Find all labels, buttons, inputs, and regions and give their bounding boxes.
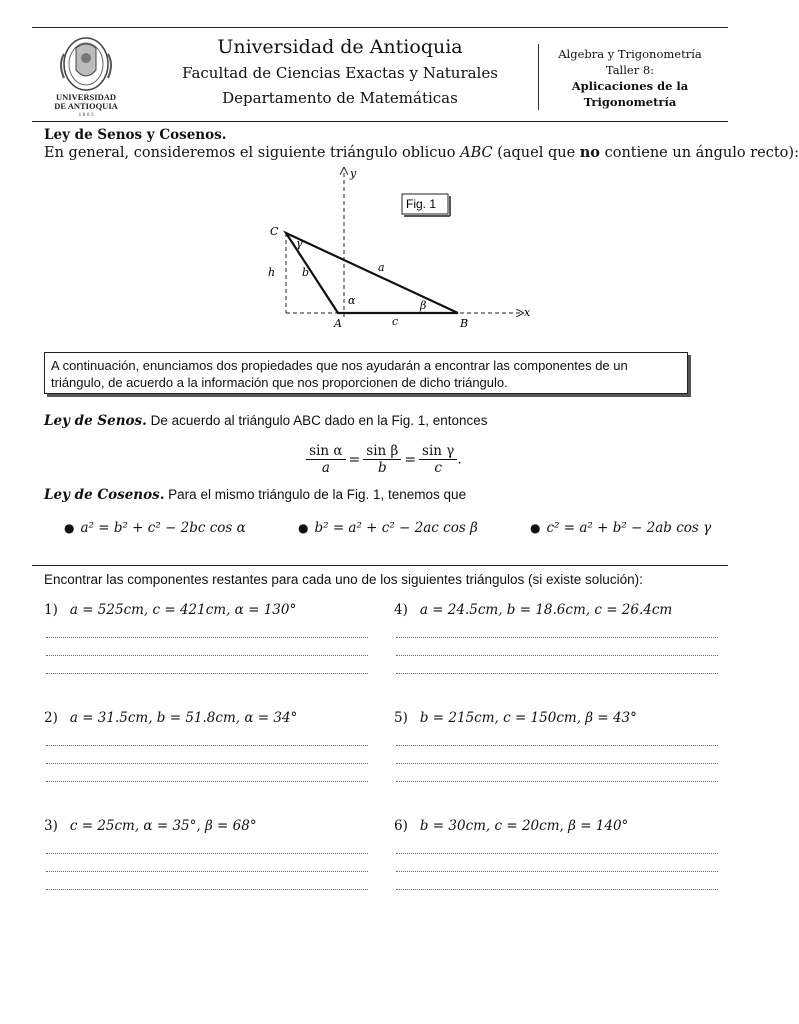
header-rule xyxy=(32,121,728,122)
logo-line-3: 1 8 0 3 xyxy=(78,112,94,118)
university-name: Universidad de Antioquia xyxy=(217,36,463,58)
taller-number: Taller 8: xyxy=(605,63,655,77)
label-a: a xyxy=(378,261,385,274)
university-seal-logo xyxy=(50,34,122,118)
logo-line-2: DE ANTIOQUIA xyxy=(54,101,118,111)
law-of-cosines-name: Ley de Cosenos. xyxy=(44,487,165,503)
answer-line[interactable] xyxy=(46,853,368,854)
answer-line[interactable] xyxy=(396,763,718,764)
answer-line[interactable] xyxy=(46,889,368,890)
triangle-figure xyxy=(250,165,540,335)
topic-line-1: Aplicaciones de la xyxy=(571,79,689,93)
problem-2: 2) a = 31.5cm, b = 51.8cm, α = 34° xyxy=(44,710,298,726)
problem-3: 3) c = 25cm, α = 35°, β = 68° xyxy=(44,818,257,834)
label-gamma: γ xyxy=(296,237,303,250)
cosine-law-a: ● a² = b² + c² − 2bc cos α xyxy=(64,520,246,536)
intro-bold: no xyxy=(579,144,600,161)
answer-line[interactable] xyxy=(396,745,718,746)
section-rule xyxy=(32,565,728,566)
intro-var: ABC xyxy=(460,145,493,161)
label-C: C xyxy=(270,225,279,238)
triangle-abc xyxy=(286,233,458,313)
answer-line[interactable] xyxy=(46,781,368,782)
note-box: A continuación, enunciamos dos propiedades que nos ayudarán a encontrar las componentes de un triángulo, de acuerdo a la información que nos proporcionen de dicho triángulo. xyxy=(44,352,688,394)
answer-line[interactable] xyxy=(396,673,718,674)
exercise-instructions: Encontrar las componentes restantes para cada uno de los siguientes triángulos (si existe solución): xyxy=(44,572,643,587)
answer-line[interactable] xyxy=(396,655,718,656)
cosine-law-b: ● b² = a² + c² − 2ac cos β xyxy=(298,520,478,536)
label-y: y xyxy=(350,167,357,180)
answer-line[interactable] xyxy=(396,781,718,782)
law-of-sines-name: Ley de Senos. xyxy=(44,413,147,429)
law-of-cosines-text: Para el mismo triángulo de la Fig. 1, tenemos que xyxy=(164,487,467,502)
law-of-sines-equation: $\frac{\text{sin α}}{a}$ = $\frac{\text{sin β}}{b}$ = $\frac{\text{sin γ}}{c}$ . xyxy=(0,443,768,476)
law-of-sines-text: De acuerdo al triángulo ABC dado en la Fig. 1, entonces xyxy=(146,413,488,428)
problem-6: 6) b = 30cm, c = 20cm, β = 140° xyxy=(394,818,629,834)
logo-line-1: UNIVERSIDAD xyxy=(56,92,116,102)
fraction-sin-beta: $\frac{\text{sin β}}{b}$ xyxy=(363,443,401,476)
intro-paragraph xyxy=(44,144,799,161)
answer-line[interactable] xyxy=(46,673,368,674)
problem-5: 5) b = 215cm, c = 150cm, β = 43° xyxy=(394,710,637,726)
header-divider xyxy=(538,44,539,110)
faculty-name: Facultad de Ciencias Exactas y Naturales xyxy=(182,64,498,82)
law-of-sines-statement xyxy=(44,413,488,429)
label-alpha: α xyxy=(348,294,356,307)
problem-4: 4) a = 24.5cm, b = 18.6cm, c = 26.4cm xyxy=(394,602,673,618)
label-h: h xyxy=(268,266,276,279)
law-of-cosines-statement xyxy=(44,487,466,503)
answer-line[interactable] xyxy=(46,637,368,638)
label-x: x xyxy=(524,306,531,319)
answer-line[interactable] xyxy=(396,853,718,854)
problem-1: 1) a = 525cm, c = 421cm, α = 130° xyxy=(44,602,297,618)
section-title: Ley de Senos y Cosenos. xyxy=(44,127,227,143)
intro-after: contiene un ángulo recto): xyxy=(599,145,799,161)
answer-line[interactable] xyxy=(396,889,718,890)
label-beta: β xyxy=(420,299,427,312)
course-info xyxy=(540,46,720,110)
top-rule xyxy=(32,27,728,28)
label-b: b xyxy=(302,266,310,279)
fraction-sin-gamma: $\frac{\text{sin γ}}{c}$ xyxy=(419,443,457,476)
label-A: A xyxy=(334,317,342,330)
fraction-sin-alpha: $\frac{\text{sin α}}{a}$ xyxy=(306,443,345,476)
answer-line[interactable] xyxy=(396,871,718,872)
department-name: Departamento de Matemáticas xyxy=(222,89,458,107)
label-B: B xyxy=(460,317,469,330)
answer-line[interactable] xyxy=(46,763,368,764)
fig-caption: Fig. 1 xyxy=(406,197,437,211)
answer-line[interactable] xyxy=(46,871,368,872)
answer-line[interactable] xyxy=(46,745,368,746)
topic-line-2: Trigonometría xyxy=(583,95,677,109)
course-name: Algebra y Trigonometría xyxy=(558,47,702,61)
intro-middle: (aquel que xyxy=(492,145,580,161)
intro-before: En general, consideremos el siguiente triángulo oblicuo xyxy=(44,145,461,161)
answer-line[interactable] xyxy=(46,655,368,656)
label-c: c xyxy=(392,315,399,328)
answer-line[interactable] xyxy=(396,637,718,638)
cosine-law-c: ● c² = a² + b² − 2ab cos γ xyxy=(530,520,712,536)
